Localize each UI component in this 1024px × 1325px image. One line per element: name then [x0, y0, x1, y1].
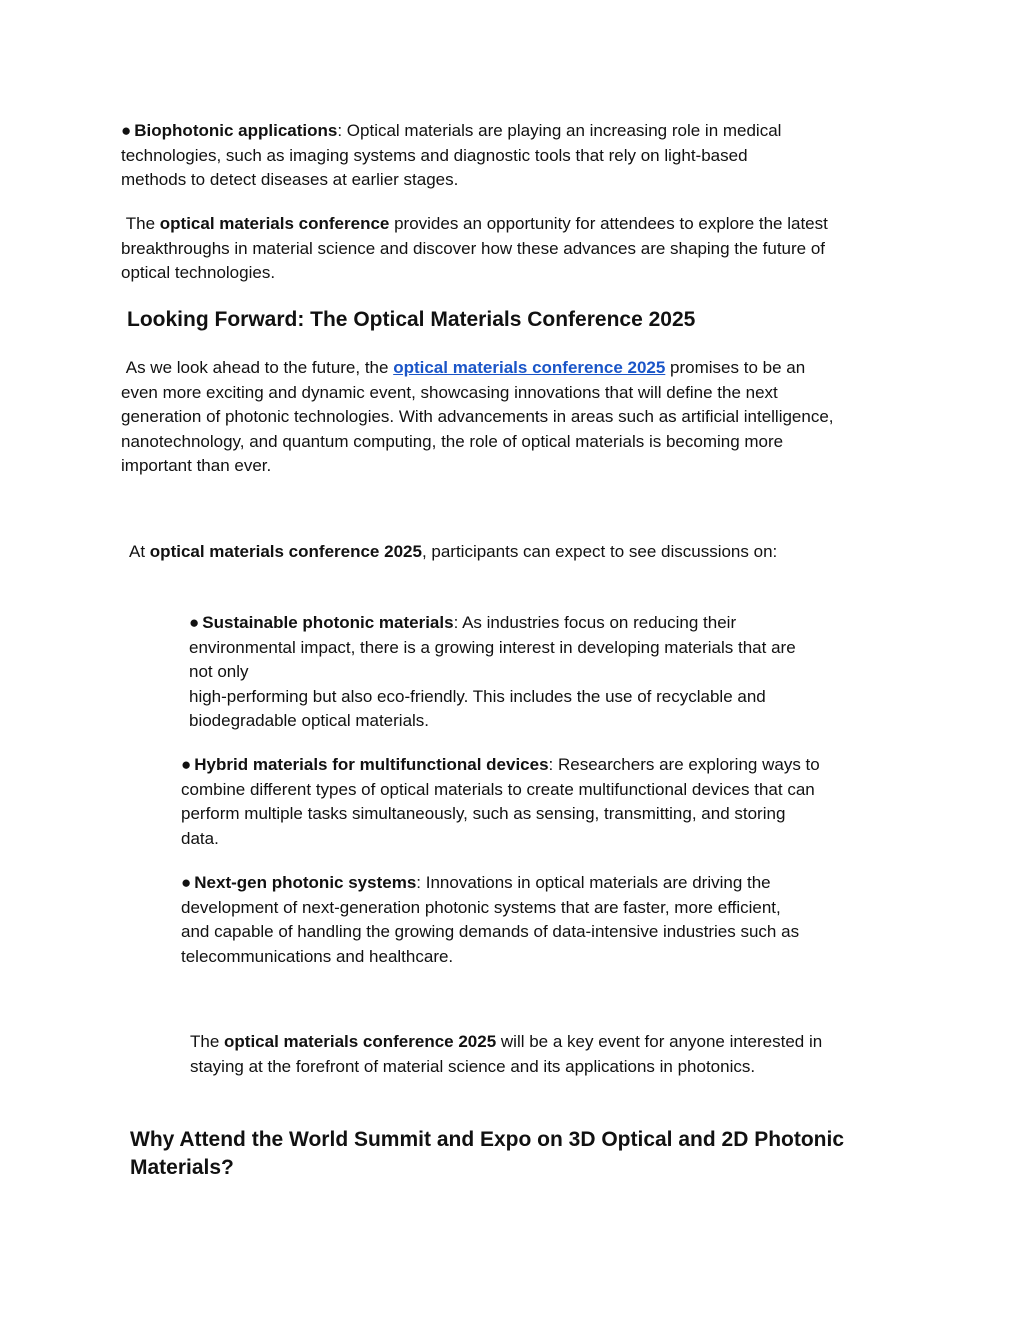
- key-event-term: optical materials conference 2025: [224, 1032, 497, 1051]
- biophotonic-term: Biophotonic applications: [134, 121, 338, 140]
- sustainable-line2: environmental impact, there is a growing interest in developing materials that are: [189, 637, 796, 657]
- conference-intro-paragraph: [121, 212, 828, 286]
- sustainable-line1: : As industries focus on reducing their: [453, 613, 737, 632]
- nextgen-bullet-item: [181, 871, 799, 969]
- sustainable-line5: biodegradable optical materials.: [189, 711, 430, 730]
- biophotonic-bullet-item: [121, 119, 781, 193]
- bullet-icon: ●: [121, 121, 132, 140]
- expect-pre: At: [129, 542, 150, 561]
- forward-line5: important than ever.: [121, 456, 272, 475]
- expect-rest: , participants can expect to see discussions on:: [421, 542, 778, 561]
- nextgen-line2: development of next-generation photonic systems that are faster, more efficient,: [181, 897, 781, 917]
- sustainable-line4: high-performing but also eco-friendly. This includes the use of recyclable and: [189, 686, 766, 706]
- conference-2025-link[interactable]: optical materials conference 2025: [393, 358, 666, 377]
- key-event-line2: staying at the forefront of material science and its applications in photonics.: [190, 1056, 756, 1076]
- key-event-pre: The: [190, 1032, 225, 1051]
- bullet-icon: ●: [189, 613, 200, 632]
- expect-term: optical materials conference 2025: [149, 542, 422, 561]
- forward-line2: even more exciting and dynamic event, showcasing innovations that will define the next: [121, 382, 778, 402]
- sustainable-bullet-item: [189, 611, 796, 734]
- key-event-paragraph: [190, 1030, 822, 1079]
- intro-term: optical materials conference: [159, 214, 390, 233]
- bullet-icon: ●: [181, 873, 192, 892]
- forward-line1: promises to be an: [665, 358, 806, 377]
- key-event-line1: will be a key event for anyone interested in: [496, 1032, 823, 1051]
- intro-line3: optical technologies.: [121, 263, 276, 282]
- nextgen-term: Next-gen photonic systems: [194, 873, 417, 892]
- hybrid-line1: : Researchers are exploring ways to: [548, 755, 820, 774]
- sustainable-term: Sustainable photonic materials: [202, 613, 454, 632]
- nextgen-line3: and capable of handling the growing demands of data-intensive industries such as: [181, 922, 800, 941]
- sustainable-line3: not only: [189, 662, 249, 681]
- biophotonic-line1: : Optical materials are playing an increasing role in medical: [337, 121, 782, 140]
- hybrid-line4: data.: [181, 828, 219, 848]
- intro-pre: The: [125, 214, 160, 233]
- why-attend-heading: [130, 1126, 844, 1182]
- why-attend-line2: Materials?: [130, 1156, 234, 1179]
- why-attend-line1: Why Attend the World Summit and Expo on 3D Optical and 2D Photonic: [130, 1128, 845, 1151]
- forward-pre: As we look ahead to the future, the: [125, 358, 394, 377]
- hybrid-line3: perform multiple tasks simultaneously, such as sensing, transmitting, and storing: [181, 804, 786, 823]
- intro-line1: provides an opportunity for attendees to explore the latest: [389, 214, 828, 233]
- forward-paragraph: [121, 356, 834, 479]
- hybrid-term: Hybrid materials for multifunctional devices: [194, 755, 549, 774]
- looking-forward-heading: Looking Forward: The Optical Materials Conference 2025: [127, 308, 696, 331]
- nextgen-line1: : Innovations in optical materials are driving the: [416, 873, 771, 892]
- nextgen-line4: telecommunications and healthcare.: [181, 946, 454, 966]
- biophotonic-line3: methods to detect diseases at earlier stages.: [121, 170, 459, 189]
- forward-line3: generation of photonic technologies. With advancements in areas such as artificial intelligence,: [121, 407, 834, 426]
- expect-paragraph: [129, 540, 777, 565]
- intro-line2: breakthroughs in material science and discover how these advances are shaping the future of: [121, 238, 826, 258]
- bullet-icon: ●: [181, 755, 192, 774]
- hybrid-line2: combine different types of optical materials to create multifunctional devices that can: [181, 779, 815, 799]
- forward-line4: nanotechnology, and quantum computing, the role of optical materials is becoming more: [121, 431, 784, 451]
- hybrid-bullet-item: [181, 753, 820, 851]
- biophotonic-line2: technologies, such as imaging systems and diagnostic tools that rely on light-based: [121, 145, 748, 165]
